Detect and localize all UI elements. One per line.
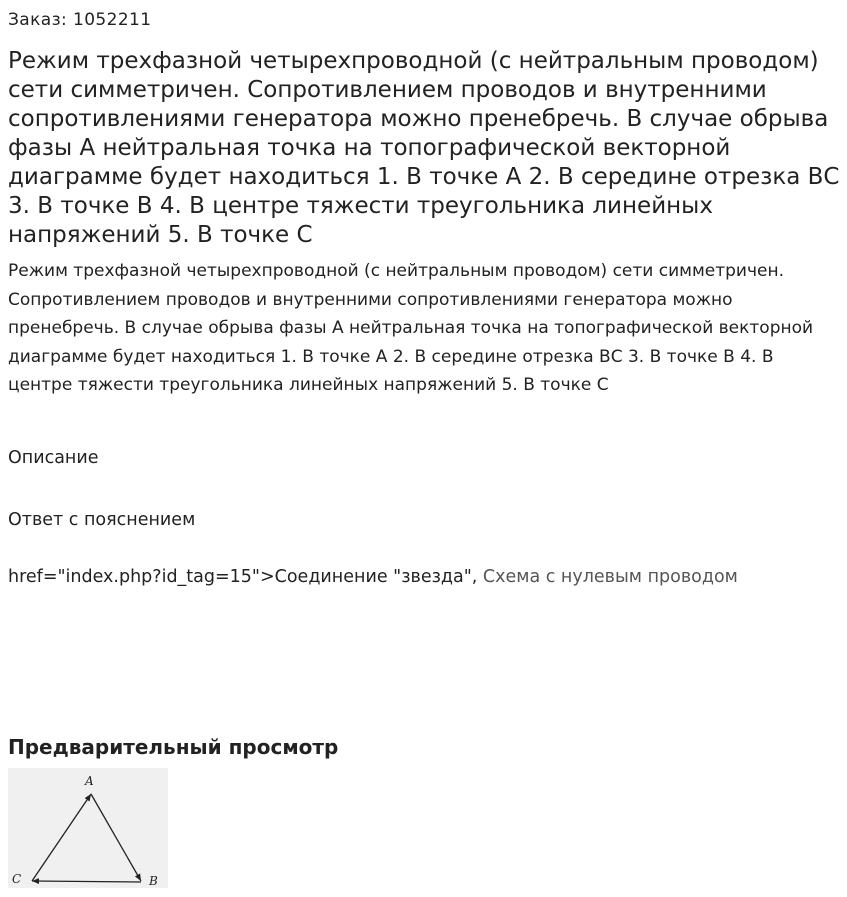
answer-label: Ответ с пояснением: [8, 510, 196, 530]
tag-link-zero-wire[interactable]: Схема с нулевым проводом: [482, 567, 738, 587]
vector-diagram: [8, 768, 168, 888]
vector-ca: [32, 794, 91, 881]
page-title: Режим трехфазной четырехпроводной (с нейтральным проводом) сети симметричен. Сопротивлением проводов и внутренними сопротивлениями генератора можно пренебречь. В случае обрыва фазы А нейтральная точка на топографической векторной диаграмме будет находиться 1. В точке А 2. В середине отрезка ВС 3. В точке В 4. В центре тяжести треугольника линейных напряжений 5. В точке С: [8, 48, 840, 248]
tag-raw-text: href="index.php?id_tag=15">Соединение "звезда",: [8, 567, 483, 587]
vertex-label-c: C: [12, 872, 22, 886]
description-label: Описание: [8, 448, 99, 468]
vertex-label-b: B: [149, 874, 158, 888]
tags-line: [8, 565, 738, 589]
vertex-label-a: A: [85, 774, 94, 788]
vector-ab: [91, 794, 141, 881]
order-number: Заказ: 1052211: [8, 10, 152, 30]
preview-heading: Предварительный просмотр: [8, 735, 339, 759]
preview-image[interactable]: [8, 768, 168, 888]
question-text: Режим трехфазной четырехпроводной (с нейтральным проводом) сети симметричен. Сопротивлением проводов и внутренними сопротивлениями генератора можно пренебречь. В случае обрыва фазы А нейтральная точка на топографической векторной диаграмме будет находиться 1. В точке А 2. В середине отрезка ВС 3. В точке В 4. В центре тяжести треугольника линейных напряжений 5. В точке С: [8, 261, 814, 396]
vector-bc: [32, 881, 141, 882]
